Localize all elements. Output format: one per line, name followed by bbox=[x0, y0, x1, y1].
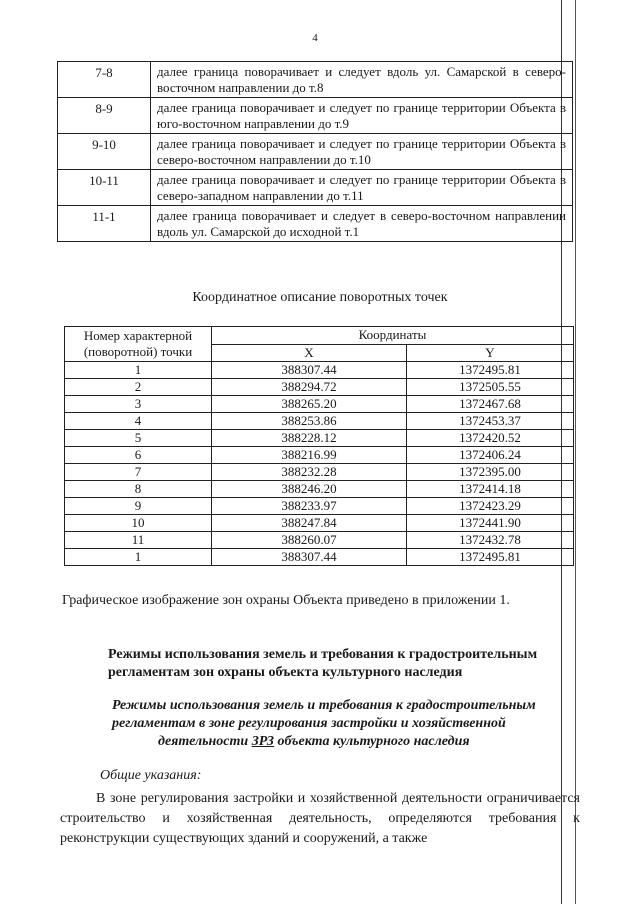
y-cell: 1372423.29 bbox=[407, 498, 574, 515]
table-row bbox=[58, 206, 573, 242]
boundary-route-table bbox=[57, 61, 573, 242]
section-heading: Режимы использования земель и требования к градостроительным регламентам зон охраны объекта культурного наследия bbox=[108, 647, 538, 680]
table-row bbox=[58, 134, 573, 170]
segment-cell: 8-9 bbox=[58, 98, 151, 134]
description-cell: далее граница поворачивает и следует по границе территории Объекта в северо-восточном направлении до т.10 bbox=[151, 134, 573, 170]
y-cell: 1372414.18 bbox=[407, 481, 574, 498]
x-cell: 388265.20 bbox=[212, 396, 407, 413]
y-header: Y bbox=[407, 344, 574, 362]
x-cell: 388307.44 bbox=[212, 549, 407, 566]
heading-text: деятельности bbox=[158, 734, 252, 749]
table-row bbox=[65, 464, 574, 481]
table-row bbox=[65, 362, 574, 379]
appendix-reference-note: Графическое изображение зон охраны Объекта приведено в приложении 1. bbox=[62, 593, 510, 608]
table-row bbox=[65, 413, 574, 430]
y-cell: 1372505.55 bbox=[407, 379, 574, 396]
description-cell: далее граница поворачивает и следует в северо-восточном направлении вдоль ул. Самарской до исходной т.1 bbox=[151, 206, 573, 242]
x-cell: 388216.99 bbox=[212, 447, 407, 464]
heading-text: объекта культурного наследия bbox=[274, 734, 470, 749]
table-row bbox=[65, 549, 574, 566]
table-row bbox=[65, 532, 574, 549]
body-paragraph: В зоне регулирования застройки и хозяйственной деятельности ограничивается строительство и хозяйственная деятельность, определяются требования к реконструкции существующих зданий и сооружений, а также bbox=[60, 791, 580, 846]
point-number-cell: 1 bbox=[65, 362, 212, 379]
table-row bbox=[58, 170, 573, 206]
table-row bbox=[65, 396, 574, 413]
point-number-cell: 5 bbox=[65, 430, 212, 447]
table-row bbox=[65, 481, 574, 498]
point-number-header: Номер характерной (поворотной) точки bbox=[65, 327, 212, 362]
coordinates-caption: Координатное описание поворотных точек bbox=[192, 290, 448, 305]
table-row bbox=[58, 62, 573, 98]
zone-code: ЗРЗ bbox=[251, 734, 275, 749]
y-cell: 1372453.37 bbox=[407, 413, 574, 430]
y-cell: 1372467.68 bbox=[407, 396, 574, 413]
general-instructions-label: Общие указания: bbox=[100, 768, 202, 783]
subsection-heading-line bbox=[112, 733, 577, 751]
x-cell: 388307.44 bbox=[212, 362, 407, 379]
scan-artifact-line bbox=[575, 0, 576, 904]
point-number-cell: 6 bbox=[65, 447, 212, 464]
x-cell: 388253.86 bbox=[212, 413, 407, 430]
x-cell: 388246.20 bbox=[212, 481, 407, 498]
subsection-heading-line: Режимы использования земель и требования к градостроительным bbox=[112, 698, 536, 713]
point-number-cell: 10 bbox=[65, 515, 212, 532]
table-row bbox=[65, 430, 574, 447]
segment-cell: 9-10 bbox=[58, 134, 151, 170]
y-cell: 1372495.81 bbox=[407, 549, 574, 566]
table-row bbox=[65, 498, 574, 515]
coordinates-header: Координаты bbox=[212, 327, 574, 345]
table-row bbox=[65, 515, 574, 532]
subsection-heading-line: регламентам в зоне регулирования застройки и хозяйственной bbox=[112, 716, 506, 731]
x-header: X bbox=[212, 344, 407, 362]
y-cell: 1372432.78 bbox=[407, 532, 574, 549]
point-number-cell: 8 bbox=[65, 481, 212, 498]
x-cell: 388294.72 bbox=[212, 379, 407, 396]
coordinates-table bbox=[64, 326, 574, 566]
segment-cell: 11-1 bbox=[58, 206, 151, 242]
segment-cell: 7-8 bbox=[58, 62, 151, 98]
point-number-cell: 4 bbox=[65, 413, 212, 430]
table-row bbox=[65, 447, 574, 464]
table-row bbox=[65, 379, 574, 396]
description-cell: далее граница поворачивает и следует по границе территории Объекта в юго-восточном направлении до т.9 bbox=[151, 98, 573, 134]
point-number-cell: 7 bbox=[65, 464, 212, 481]
x-cell: 388260.07 bbox=[212, 532, 407, 549]
description-cell: далее граница поворачивает и следует вдоль ул. Самарской в северо-восточном направлении до т.8 bbox=[151, 62, 573, 98]
description-cell: далее граница поворачивает и следует по границе территории Объекта в северо-западном направлении до т.11 bbox=[151, 170, 573, 206]
segment-cell: 10-11 bbox=[58, 170, 151, 206]
y-cell: 1372420.52 bbox=[407, 430, 574, 447]
point-number-cell: 2 bbox=[65, 379, 212, 396]
subsection-heading bbox=[112, 697, 577, 751]
x-cell: 388233.97 bbox=[212, 498, 407, 515]
point-number-cell: 1 bbox=[65, 549, 212, 566]
table-row bbox=[58, 98, 573, 134]
y-cell: 1372406.24 bbox=[407, 447, 574, 464]
y-cell: 1372395.00 bbox=[407, 464, 574, 481]
x-cell: 388247.84 bbox=[212, 515, 407, 532]
x-cell: 388228.12 bbox=[212, 430, 407, 447]
point-number-cell: 3 bbox=[65, 396, 212, 413]
point-number-cell: 11 bbox=[65, 532, 212, 549]
y-cell: 1372495.81 bbox=[407, 362, 574, 379]
point-number-cell: 9 bbox=[65, 498, 212, 515]
page-number: 4 bbox=[312, 32, 318, 44]
x-cell: 388232.28 bbox=[212, 464, 407, 481]
y-cell: 1372441.90 bbox=[407, 515, 574, 532]
